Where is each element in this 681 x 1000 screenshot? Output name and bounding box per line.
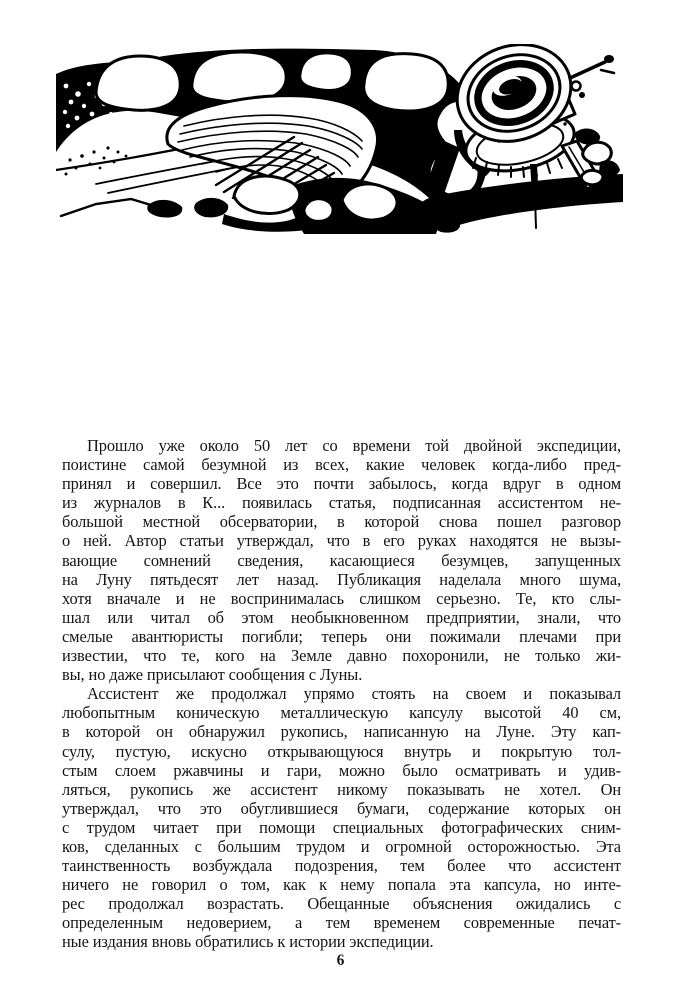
text-line: принял и совершил. Все это почти забылось, когда вдруг в одном: [62, 474, 621, 494]
text-line: таинственность возбуждала подозрения, тем более что ассистент: [62, 856, 621, 876]
lunar-capsule-woodcut-illustration: [56, 44, 623, 234]
text-line: поистине самой безумной из всех, какие человек когда-либо пред-: [62, 455, 621, 475]
text-line: с трудом читает при помощи специальных фотографических сним-: [62, 817, 621, 837]
text-line: в которой он обнаружил рукопись, написанную на Луне. Эту кап-: [62, 722, 621, 742]
text-line: сулу, пустую, искусно открывающуюся внутрь и покрытую тол-: [62, 741, 621, 761]
text-line: о ней. Автор статьи утверждал, что в его руках находятся не вызы-: [62, 531, 621, 551]
foreground-rocks: [147, 176, 442, 234]
page-number: 6: [336, 952, 345, 969]
text-line: хотя вначале и не воспринималась слишком серьезно. Те, кто слы-: [62, 588, 621, 608]
text-line: рес продолжал возрастать. Обещанные объяснения ожидались с: [62, 894, 621, 914]
text-line: ков, сделанных с большим трудом и огромной осторожностью. Эта: [62, 836, 621, 856]
paragraph: [62, 436, 621, 684]
text-line: ляться, рукопись же ассистент никому показывать не хотел. Он: [62, 779, 621, 799]
text-line: ные издания вновь обратились к истории экспедиции.: [62, 932, 434, 952]
text-line: шал или читал об этом необыкновенном предприятии, знали, что: [62, 607, 621, 627]
text-line: известии, что те, кого на Земле давно похоронили, не только жи-: [62, 646, 621, 666]
chapter-illustration: [56, 44, 623, 234]
text-line: стым слоем ржавчины и гари, можно было осматривать и удив-: [62, 760, 621, 780]
body-text: [62, 436, 621, 952]
text-line: Прошло уже около 50 лет со времени той двойной экспедиции,: [87, 436, 621, 455]
text-line: ничего не говорил о том, как к нему попала эта капсула, но инте-: [62, 875, 621, 895]
text-line: утверждал, что это обуглившиеся бумаги, содержание которых он: [62, 798, 621, 818]
text-line: из журналов в К... появилась статья, подписанная ассистентом не-: [62, 493, 621, 513]
text-line: любопытным коническую металлическую капсулу высотой 40 см,: [62, 703, 621, 723]
text-line: вы, но даже присылают сообщения с Луны.: [62, 665, 363, 685]
text-line: большой местной обсерватории, в которой снова пошел разговор: [62, 512, 621, 532]
paragraph: [62, 684, 621, 951]
text-line: смелые авантюристы погибли; теперь они пожимали плечами при: [62, 626, 621, 646]
capsule-antenna: [570, 55, 614, 98]
text-line: определенным недоверием, а тем временем современные печат-: [62, 913, 621, 933]
text-line: Ассистент же продолжал упрямо стоять на своем и показывал: [87, 684, 621, 704]
text-line: вающие сомнений сведения, касающиеся безумцев, запущенных: [62, 550, 621, 570]
text-line: на Луну пятьдесят лет назад. Публикация наделала много шума,: [62, 569, 621, 589]
